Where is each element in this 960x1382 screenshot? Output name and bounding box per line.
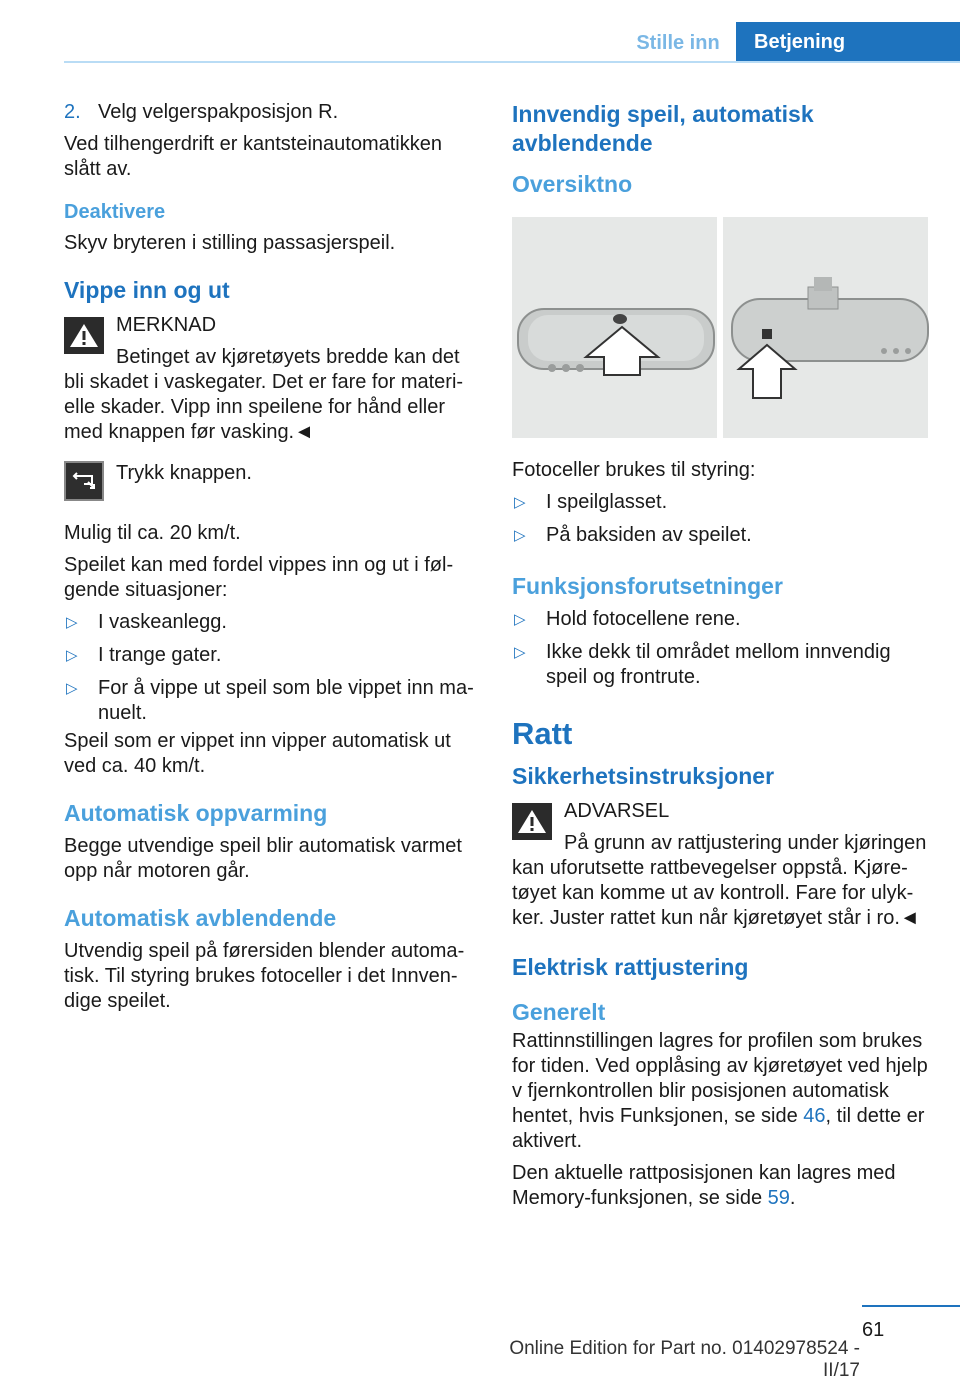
heating-heading: Automatisk oppvarming [64, 800, 328, 826]
page-number: 61 [862, 1319, 885, 1341]
triangle-bullet-icon: ▷ [66, 614, 78, 631]
triangle-bullet-icon: ▷ [66, 680, 78, 697]
header-section-tab[interactable]: Stille inn [636, 31, 720, 54]
memory-text: Den aktuelle rattposisjonen kan lagres med Memory-funksjonen, se side 59. [512, 1162, 896, 1209]
list-item: ▷ I trange gater. [66, 644, 222, 666]
situations-intro: Speilet kan med fordel vippes inn og ut i følgende situasjoner: [64, 554, 454, 601]
step-number: 2. [64, 101, 81, 123]
list-item: ▷ I vaskeanlegg. [66, 611, 227, 633]
list-item: ▷ Ikke dekk til området mellom innvendig speil og frontrute. [514, 641, 891, 688]
deactivate-text: Skyv bryteren i stilling passasjerspeil. [64, 232, 396, 254]
list-item: ▷ På baksiden av speilet. [514, 524, 752, 546]
footer-rule [862, 1305, 960, 1307]
triangle-bullet-icon: ▷ [514, 494, 526, 511]
list-item: ▷ For å vippe ut speil som ble vippet inn manuelt. [66, 677, 474, 724]
header-active-tab[interactable]: Betjening [736, 22, 960, 62]
triangle-bullet-icon: ▷ [514, 527, 526, 544]
list-item: ▷ Hold fotocellene rene. [514, 608, 741, 630]
notice-title: MERKNAD [116, 314, 217, 336]
photocell-intro: Fotoceller brukes til styring: [512, 459, 756, 481]
left-column [64, 100, 474, 1021]
warning-title: ADVARSEL [564, 800, 670, 822]
general-heading: Generelt [512, 999, 606, 1025]
triangle-bullet-icon: ▷ [514, 611, 526, 628]
step-item [64, 100, 474, 125]
warning-triangle-icon [64, 317, 104, 354]
mirror-photo [512, 217, 928, 438]
overview-heading: Oversiktno [512, 171, 633, 197]
triangle-bullet-icon: ▷ [66, 647, 78, 664]
auto-unfold-text: Speil som er vippet inn vipper automatisk ut ved ca. 40 km/t. [64, 730, 451, 777]
triangle-bullet-icon: ▷ [514, 644, 526, 661]
dimming-heading: Automatisk avblendende [64, 905, 337, 931]
electric-heading: Elektrisk rattjustering [512, 954, 749, 980]
deactivate-heading: Deaktivere [64, 201, 166, 223]
trailer-paragraph: Ved tilhengerdrift er kantsteinautomatikken slått av. [64, 133, 442, 180]
step-text: Velg velgerspakposisjon R. [98, 101, 339, 123]
button-instruction-text: Trykk knappen. [116, 462, 252, 484]
photo-divider [717, 217, 723, 438]
heating-text: Begge utvendige speil blir automatisk varmet opp når motoren går. [64, 835, 462, 882]
list-item: ▷ I speilglasset. [514, 491, 668, 513]
edition-note: Online Edition for Part no. 01402978524 - II/17 [509, 1338, 860, 1381]
dimming-text: Utvendig speil på førersiden blender automatisk. Til styring brukes fotoceller i det Innvendige speilet. [64, 940, 465, 1012]
button-instruction [64, 461, 474, 503]
safety-heading: Sikkerhetsinstruksjoner [512, 763, 775, 789]
notice-box [64, 313, 474, 445]
warning-text: På grunn av rattjustering under kjøringen kan uforutsette rattbevegelser oppstå. Kjøretøyet kan komme ut av kontroll. Fare for ulykker. Juster rattet kun når kjøretøyet står i ro.◄ [512, 832, 927, 929]
speed-text: Mulig til ca. 20 km/t. [64, 522, 241, 544]
fold-heading: Vippe inn og ut [64, 277, 230, 303]
header-rule [64, 61, 960, 63]
warning-triangle-icon [512, 803, 552, 840]
notice-text: Betinget av kjøretøyets bredde kan det bli skadet i vaskegater. Det er fare for materielle skader. Vipp inn speilene for hånd eller med knappen før vasking.◄ [64, 346, 464, 443]
inner-mirror-heading: Innvendig speil, automatisk avblendende [512, 101, 814, 156]
wheel-heading: Ratt [512, 716, 573, 751]
requirements-heading: Funksjonsforutsetninger [512, 573, 783, 599]
warning-box [512, 799, 928, 931]
fold-mirror-button-icon [64, 461, 104, 501]
general-text: Rattinnstillingen lagres for profilen som brukes for tiden. Ved opplåsing av kjøretøyet ved hjelp v fjernkontrollen blir posisjonen automatisk hentet, hvis Funksjonen, se side 46, til dette er aktivert. [512, 1030, 928, 1152]
page-link[interactable]: 46 [803, 1105, 826, 1127]
right-column [512, 100, 928, 1218]
page-link[interactable]: 59 [767, 1187, 790, 1209]
